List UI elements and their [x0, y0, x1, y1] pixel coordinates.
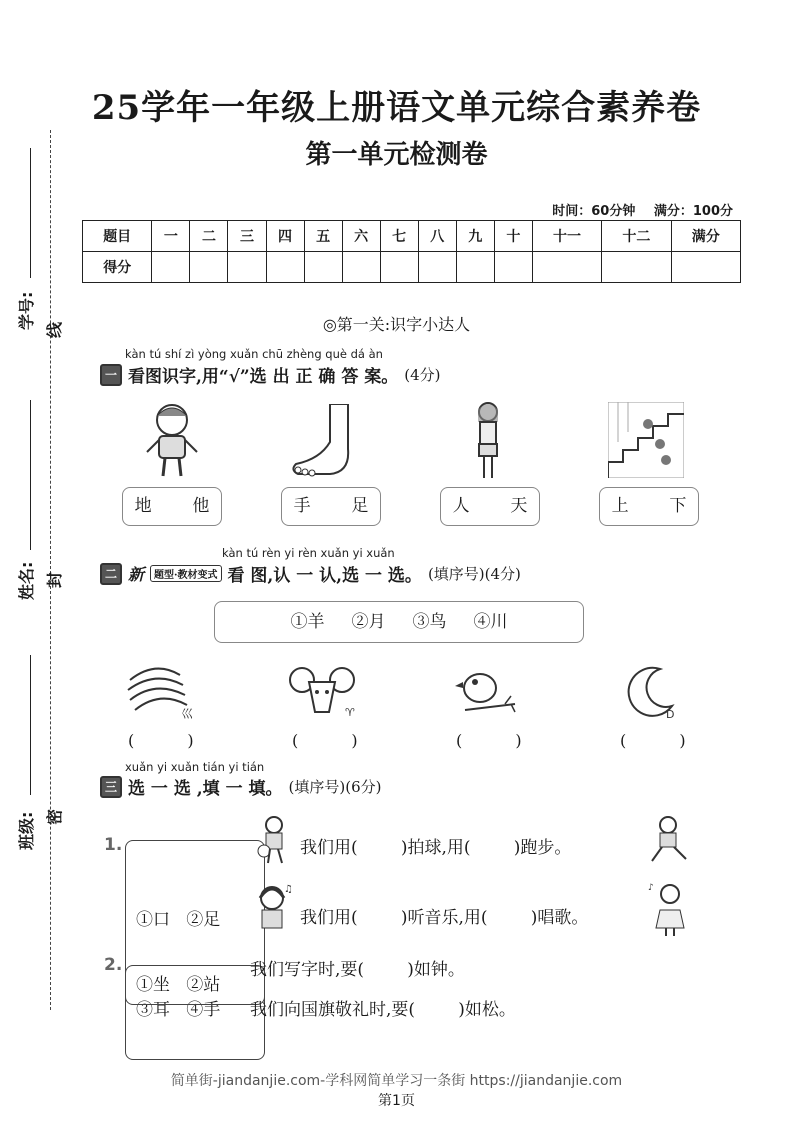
- page-title: 25学年一年级上册语文单元综合素养卷: [91, 88, 702, 128]
- score-table-header-cell: 三: [228, 221, 266, 252]
- running-boy-icon: [648, 815, 692, 865]
- q3-item2-line1[interactable]: 我们写字时,要( )如钟。: [250, 960, 465, 980]
- q1-option-3-left[interactable]: 人: [452, 496, 470, 516]
- score-cell[interactable]: [671, 252, 740, 283]
- q1-badge: 一: [100, 364, 122, 386]
- q1-points: (4分): [404, 366, 441, 384]
- moon-icon: [620, 664, 680, 720]
- q1-option-2-right[interactable]: 足: [351, 496, 369, 516]
- score-cell[interactable]: [602, 252, 671, 283]
- q3-item1-number: 1.: [104, 835, 123, 855]
- q1-option-3[interactable]: [440, 487, 540, 526]
- q1-option-4-right[interactable]: 下: [669, 496, 687, 516]
- svg-text:♫: ♫: [284, 884, 293, 895]
- score-cell[interactable]: [342, 252, 380, 283]
- q2-badge: 二: [100, 563, 122, 585]
- svg-text:♪: ♪: [648, 883, 654, 893]
- q2-type-tag: 题型·教材变式: [150, 565, 221, 582]
- score-table-score-label: 得分: [83, 252, 152, 283]
- singing-girl-icon: [648, 880, 692, 936]
- q2-blank-2[interactable]: ( ): [292, 731, 382, 750]
- binding-dashed-line: [50, 130, 51, 1010]
- seal-secret-char: 密: [45, 808, 64, 825]
- page-number: 第1页: [378, 1093, 415, 1109]
- seal-seal-char: 封: [45, 571, 64, 588]
- score-table-header-cell: 六: [342, 221, 380, 252]
- score-table-header-cell: 满分: [671, 221, 740, 252]
- girl-icon: [468, 400, 508, 482]
- score-cell[interactable]: [532, 252, 601, 283]
- exam-meta: [538, 200, 733, 219]
- q3-item1-line2[interactable]: 我们用( )听音乐,用( )唱歌。: [300, 908, 589, 928]
- q3-badge: 三: [100, 776, 122, 798]
- student-no-label: 学号:: [17, 291, 36, 330]
- river-icon: [125, 660, 195, 720]
- q3-item2-line2[interactable]: 我们向国旗敬礼时,要( )如松。: [250, 1000, 516, 1020]
- headphone-girl-icon: [252, 882, 296, 932]
- score-table-header-label: 题目: [83, 221, 152, 252]
- score-cell[interactable]: [494, 252, 532, 283]
- bird-icon: [455, 660, 520, 720]
- class-rule: [30, 655, 31, 795]
- score-table-header-cell: 十一: [532, 221, 601, 252]
- score-table-header-cell: 四: [266, 221, 304, 252]
- q2-choices-box: ①羊 ②月 ③鸟 ④川: [214, 601, 584, 643]
- score-cell[interactable]: [152, 252, 190, 283]
- seal-line-char: 线: [45, 321, 64, 338]
- q3-heading: [100, 774, 381, 799]
- score-table-header-cell: 七: [380, 221, 418, 252]
- score-cell[interactable]: [190, 252, 228, 283]
- score-table: [82, 220, 741, 283]
- page-subtitle: 第一单元检测卷: [305, 140, 488, 170]
- q3-item1-options: [125, 840, 265, 1060]
- q1-option-1[interactable]: [122, 487, 222, 526]
- q3-points: (填序号)(6分): [288, 778, 382, 796]
- q1-option-1-left[interactable]: 地: [134, 496, 152, 516]
- section-title: ◎第一关:识字小达人: [322, 315, 471, 334]
- ball-boy-icon: [256, 815, 294, 865]
- score-table-header-cell: 五: [304, 221, 342, 252]
- q2-blank-4[interactable]: ( ): [620, 731, 710, 750]
- score-table-header-cell: 八: [418, 221, 456, 252]
- score-table-header-cell: 二: [190, 221, 228, 252]
- student-no-rule: [30, 148, 31, 278]
- score-cell[interactable]: [266, 252, 304, 283]
- name-rule: [30, 400, 31, 550]
- q2-blank-1[interactable]: ( ): [128, 731, 218, 750]
- q1-option-4[interactable]: [599, 487, 699, 526]
- footer-watermark: 简单街-jiandanjie.com-学科网简单学习一条街 https://jiandanjie.com: [170, 1073, 623, 1089]
- full-score: 满分：100分: [653, 204, 733, 219]
- score-table-header-cell: 十二: [602, 221, 671, 252]
- score-table-score-row: [83, 252, 741, 283]
- q2-new-tag: 新: [128, 565, 145, 584]
- stairs-icon: [608, 402, 684, 478]
- foot-icon: [290, 404, 370, 479]
- q1-pinyin: kàn tú shí zì yòng xuǎn chū zhèng què dá àn: [125, 347, 383, 361]
- q3-item1-line1[interactable]: 我们用( )拍球,用( )跑步。: [300, 838, 572, 858]
- score-cell[interactable]: [304, 252, 342, 283]
- q1-option-1-right[interactable]: 他: [192, 496, 210, 516]
- score-cell[interactable]: [228, 252, 266, 283]
- score-table-header-row: [83, 221, 741, 252]
- q2-text: 看 图,认 一 认,选 一 选。: [227, 566, 422, 586]
- score-table-header-cell: 十: [494, 221, 532, 252]
- name-label: 姓名:: [17, 561, 36, 600]
- q3-pinyin: xuǎn yi xuǎn tián yi tián: [125, 760, 265, 774]
- q3-item2-options: ①坐 ②站: [125, 965, 265, 1005]
- q2-points: (填序号)(4分): [427, 565, 521, 583]
- svg-text:巛: 巛: [181, 707, 194, 720]
- q1-option-2[interactable]: [281, 487, 381, 526]
- q1-text: 看图识字,用“√”选 出 正 确 答 案。: [128, 367, 399, 387]
- q3-item1-options-row2: ③耳 ④手: [136, 1000, 221, 1020]
- q3-item1-options-row1: ①口 ②足: [136, 910, 221, 930]
- score-cell[interactable]: [456, 252, 494, 283]
- q2-blank-3[interactable]: ( ): [456, 731, 546, 750]
- score-cell[interactable]: [418, 252, 456, 283]
- svg-text:D: D: [666, 708, 675, 720]
- q1-option-2-left[interactable]: 手: [293, 496, 311, 516]
- q3-item2-number: 2.: [104, 955, 123, 975]
- ram-icon: [287, 660, 357, 720]
- q1-heading: [100, 362, 441, 387]
- q3-text: 选 一 选 ,填 一 填。: [128, 779, 283, 799]
- svg-text:♈: ♈: [345, 706, 355, 719]
- boy-icon: [137, 400, 207, 480]
- score-table-header-cell: 九: [456, 221, 494, 252]
- time-limit: 时间：60分钟: [552, 204, 636, 219]
- q1-option-4-left[interactable]: 上: [611, 496, 629, 516]
- score-cell[interactable]: [380, 252, 418, 283]
- score-table-header-cell: 一: [152, 221, 190, 252]
- q1-option-3-right[interactable]: 天: [510, 496, 528, 516]
- q2-pinyin: kàn tú rèn yi rèn xuǎn yi xuǎn: [222, 546, 395, 560]
- class-label: 班级:: [17, 811, 36, 850]
- q2-heading: [100, 561, 521, 586]
